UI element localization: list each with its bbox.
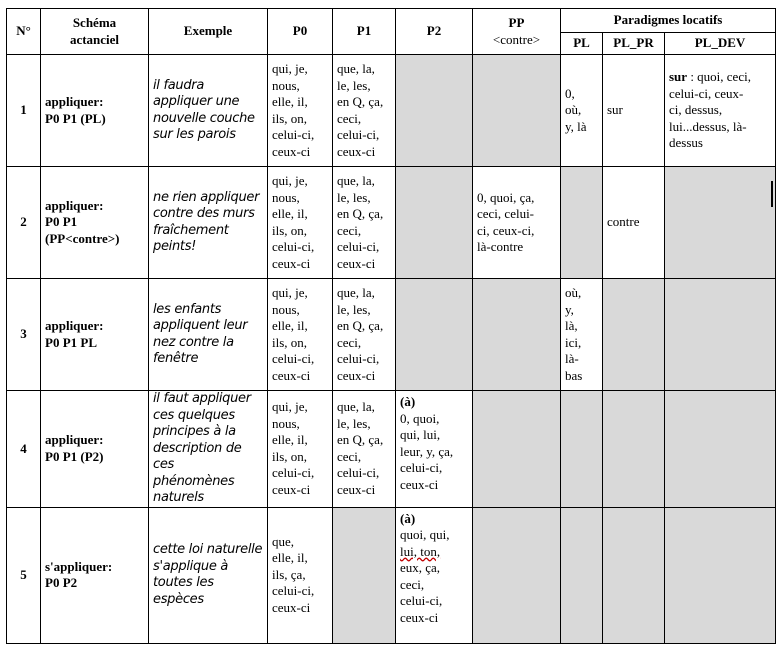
row-schema: s'appliquer: P0 P2 xyxy=(41,507,149,643)
row-example: ne rien appliquer contre des murs fraîchement peints! xyxy=(149,167,268,279)
row-pp-empty xyxy=(473,507,561,643)
row-pp: 0, quoi, ça, ceci, celui- ci, ceux-ci, là-contre xyxy=(473,167,561,279)
row-schema: appliquer: P0 P1 (P2) xyxy=(41,391,149,508)
row-p1-empty xyxy=(333,507,396,643)
row-pl-pr-empty xyxy=(603,279,665,391)
header-p2: P2 xyxy=(396,9,473,55)
row-pl-dev-empty xyxy=(665,507,776,643)
row-p2-empty xyxy=(396,279,473,391)
row-pp-empty xyxy=(473,55,561,167)
row-p1: que, la, le, les, en Q, ça, ceci, celui-ci, ceux-ci xyxy=(333,279,396,391)
row-pp-empty xyxy=(473,391,561,508)
row-p0: que, elle, il, ils, ça, celui-ci, ceux-ci xyxy=(268,507,333,643)
table-row xyxy=(7,167,776,279)
actancial-schema-table xyxy=(6,8,776,644)
row-pl-pr: contre xyxy=(603,167,665,279)
row-pl-dev: sur : quoi, ceci, celui-ci, ceux- ci, dessus, lui...dessus, là- dessus xyxy=(665,55,776,167)
header-schema: Schéma actanciel xyxy=(41,9,149,55)
spellcheck-underlined-text: lui, ton, xyxy=(400,543,441,559)
row-pl-pr: sur xyxy=(603,55,665,167)
row-number: 3 xyxy=(7,279,41,391)
row-pl-dev-empty xyxy=(665,167,776,279)
header-pl-dev: PL_DEV xyxy=(665,33,776,55)
row-schema: appliquer: P0 P1 (PP<contre>) xyxy=(41,167,149,279)
row-example: cette loi naturelle s'applique à toutes les espèces xyxy=(149,507,268,643)
row-pl: où, y, là, ici, là- bas xyxy=(561,279,603,391)
row-pl-empty xyxy=(561,391,603,508)
row-pl: 0, où, y, là xyxy=(561,55,603,167)
row-p2: (à) 0, quoi, qui, lui, leur, y, ça, celui-ci, ceux-ci xyxy=(396,391,473,508)
row-example: il faut appliquer ces quelques principes à la description de ces phénomènes naturels xyxy=(149,391,268,508)
header-p0: P0 xyxy=(268,9,333,55)
header-paradigmes-locatifs: Paradigmes locatifs xyxy=(561,9,776,33)
row-pl-pr-empty xyxy=(603,391,665,508)
header-row xyxy=(7,9,776,33)
row-p0: qui, je, nous, elle, il, ils, on, celui-ci, ceux-ci xyxy=(268,55,333,167)
row-p0: qui, je, nous, elle, il, ils, on, celui-ci, ceux-ci xyxy=(268,167,333,279)
row-number: 5 xyxy=(7,507,41,643)
row-p0: qui, je, nous, elle, il, ils, on, celui-ci, ceux-ci xyxy=(268,391,333,508)
row-schema: appliquer: P0 P1 PL xyxy=(41,279,149,391)
text-cursor xyxy=(771,181,773,207)
table-row xyxy=(7,507,776,643)
row-example: il faudra appliquer une nouvelle couche sur les parois xyxy=(149,55,268,167)
row-p1: que, la, le, les, en Q, ça, ceci, celui-ci, ceux-ci xyxy=(333,55,396,167)
row-schema: appliquer: P0 P1 (PL) xyxy=(41,55,149,167)
row-pl-empty xyxy=(561,507,603,643)
row-p2: (à) quoi, qui, lui, ton, eux, ça, ceci, celui-ci, ceux-ci xyxy=(396,507,473,643)
table-row xyxy=(7,55,776,167)
row-p2-empty xyxy=(396,167,473,279)
header-num: N° xyxy=(7,9,41,55)
row-number: 1 xyxy=(7,55,41,167)
row-pp-empty xyxy=(473,279,561,391)
row-pl-pr-empty xyxy=(603,507,665,643)
row-example: les enfants appliquent leur nez contre la fenêtre xyxy=(149,279,268,391)
table-row xyxy=(7,391,776,508)
header-pp: PP <contre> xyxy=(473,9,561,55)
row-number: 4 xyxy=(7,391,41,508)
row-pl-dev-empty xyxy=(665,391,776,508)
header-example: Exemple xyxy=(149,9,268,55)
row-pl-empty xyxy=(561,167,603,279)
table-row xyxy=(7,279,776,391)
row-pl-dev-empty xyxy=(665,279,776,391)
row-p0: qui, je, nous, elle, il, ils, on, celui-ci, ceux-ci xyxy=(268,279,333,391)
row-p1: que, la, le, les, en Q, ça, ceci, celui-ci, ceux-ci xyxy=(333,167,396,279)
row-number: 2 xyxy=(7,167,41,279)
header-p1: P1 xyxy=(333,9,396,55)
row-p2-empty xyxy=(396,55,473,167)
header-pl-pr: PL_PR xyxy=(603,33,665,55)
row-p1: que, la, le, les, en Q, ça, ceci, celui-ci, ceux-ci xyxy=(333,391,396,508)
header-pl: PL xyxy=(561,33,603,55)
